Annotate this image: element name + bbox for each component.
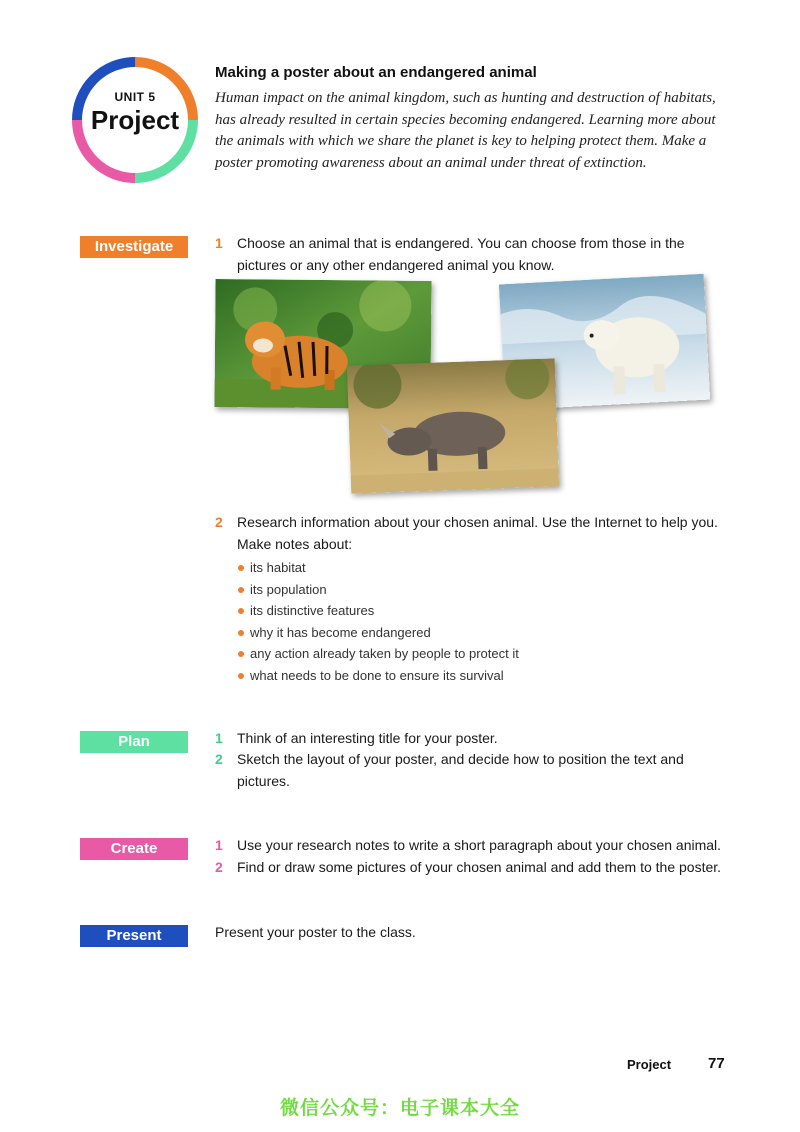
item-number: 1 <box>215 730 223 746</box>
bullet-item: what needs to be done to ensure its survival <box>237 665 519 687</box>
list-item <box>215 728 725 750</box>
list-item <box>215 857 775 879</box>
bullet-item: why it has become endangered <box>237 622 519 644</box>
rhino-photo <box>347 358 559 493</box>
unit-badge <box>70 55 200 185</box>
item-number: 2 <box>215 751 223 767</box>
unit-number: UNIT 5 <box>114 90 156 104</box>
section-label-create: Create <box>80 838 188 860</box>
item-text: Choose an animal that is endangered. You can choose from those in the pictures or any other endangered animal you know. <box>237 235 685 273</box>
list-item <box>215 512 725 555</box>
watermark-text: 微信公众号：电子课本大全 <box>279 1098 520 1119</box>
list-item <box>215 749 715 792</box>
item-text: Find or draw some pictures of your chosen animal and add them to the poster. <box>237 859 722 875</box>
project-title: Making a poster about an endangered animal <box>215 64 537 81</box>
section-label-plan: Plan <box>80 731 188 753</box>
bullet-item: its distinctive features <box>237 600 519 622</box>
bullet-item: its habitat <box>237 557 519 579</box>
item-number: 2 <box>215 514 223 530</box>
section-label-present: Present <box>80 925 188 947</box>
item-number: 1 <box>215 235 223 251</box>
item-text: Use your research notes to write a short paragraph about your chosen animal. <box>237 837 722 853</box>
page-number: 77 <box>708 1055 725 1072</box>
bullet-item: any action already taken by people to protect it <box>237 643 519 665</box>
notes-bullet-list <box>237 557 519 686</box>
list-item <box>215 835 775 857</box>
item-text: Sketch the layout of your poster, and decide how to position the text and pictures. <box>237 751 684 789</box>
project-description: Human impact on the animal kingdom, such as hunting and destruction of habitats, has already resulted in certain species becoming endangered. Learning more about the animals with which we share the planet is key to helping protect them. Make a poster promoting awareness about an animal under threat of extinction. <box>215 90 716 171</box>
present-text: Present your poster to the class. <box>215 924 416 940</box>
item-number: 2 <box>215 859 223 875</box>
item-text: Think of an interesting title for your poster. <box>237 730 498 746</box>
unit-title: Project <box>90 105 180 135</box>
item-text: Research information about your chosen animal. Use the Internet to help you. Make notes about: <box>237 514 718 552</box>
bullet-item: its population <box>237 579 519 601</box>
item-number: 1 <box>215 837 223 853</box>
section-label-investigate: Investigate <box>80 236 188 258</box>
list-item <box>215 233 715 276</box>
footer-section-name: Project <box>627 1057 672 1072</box>
